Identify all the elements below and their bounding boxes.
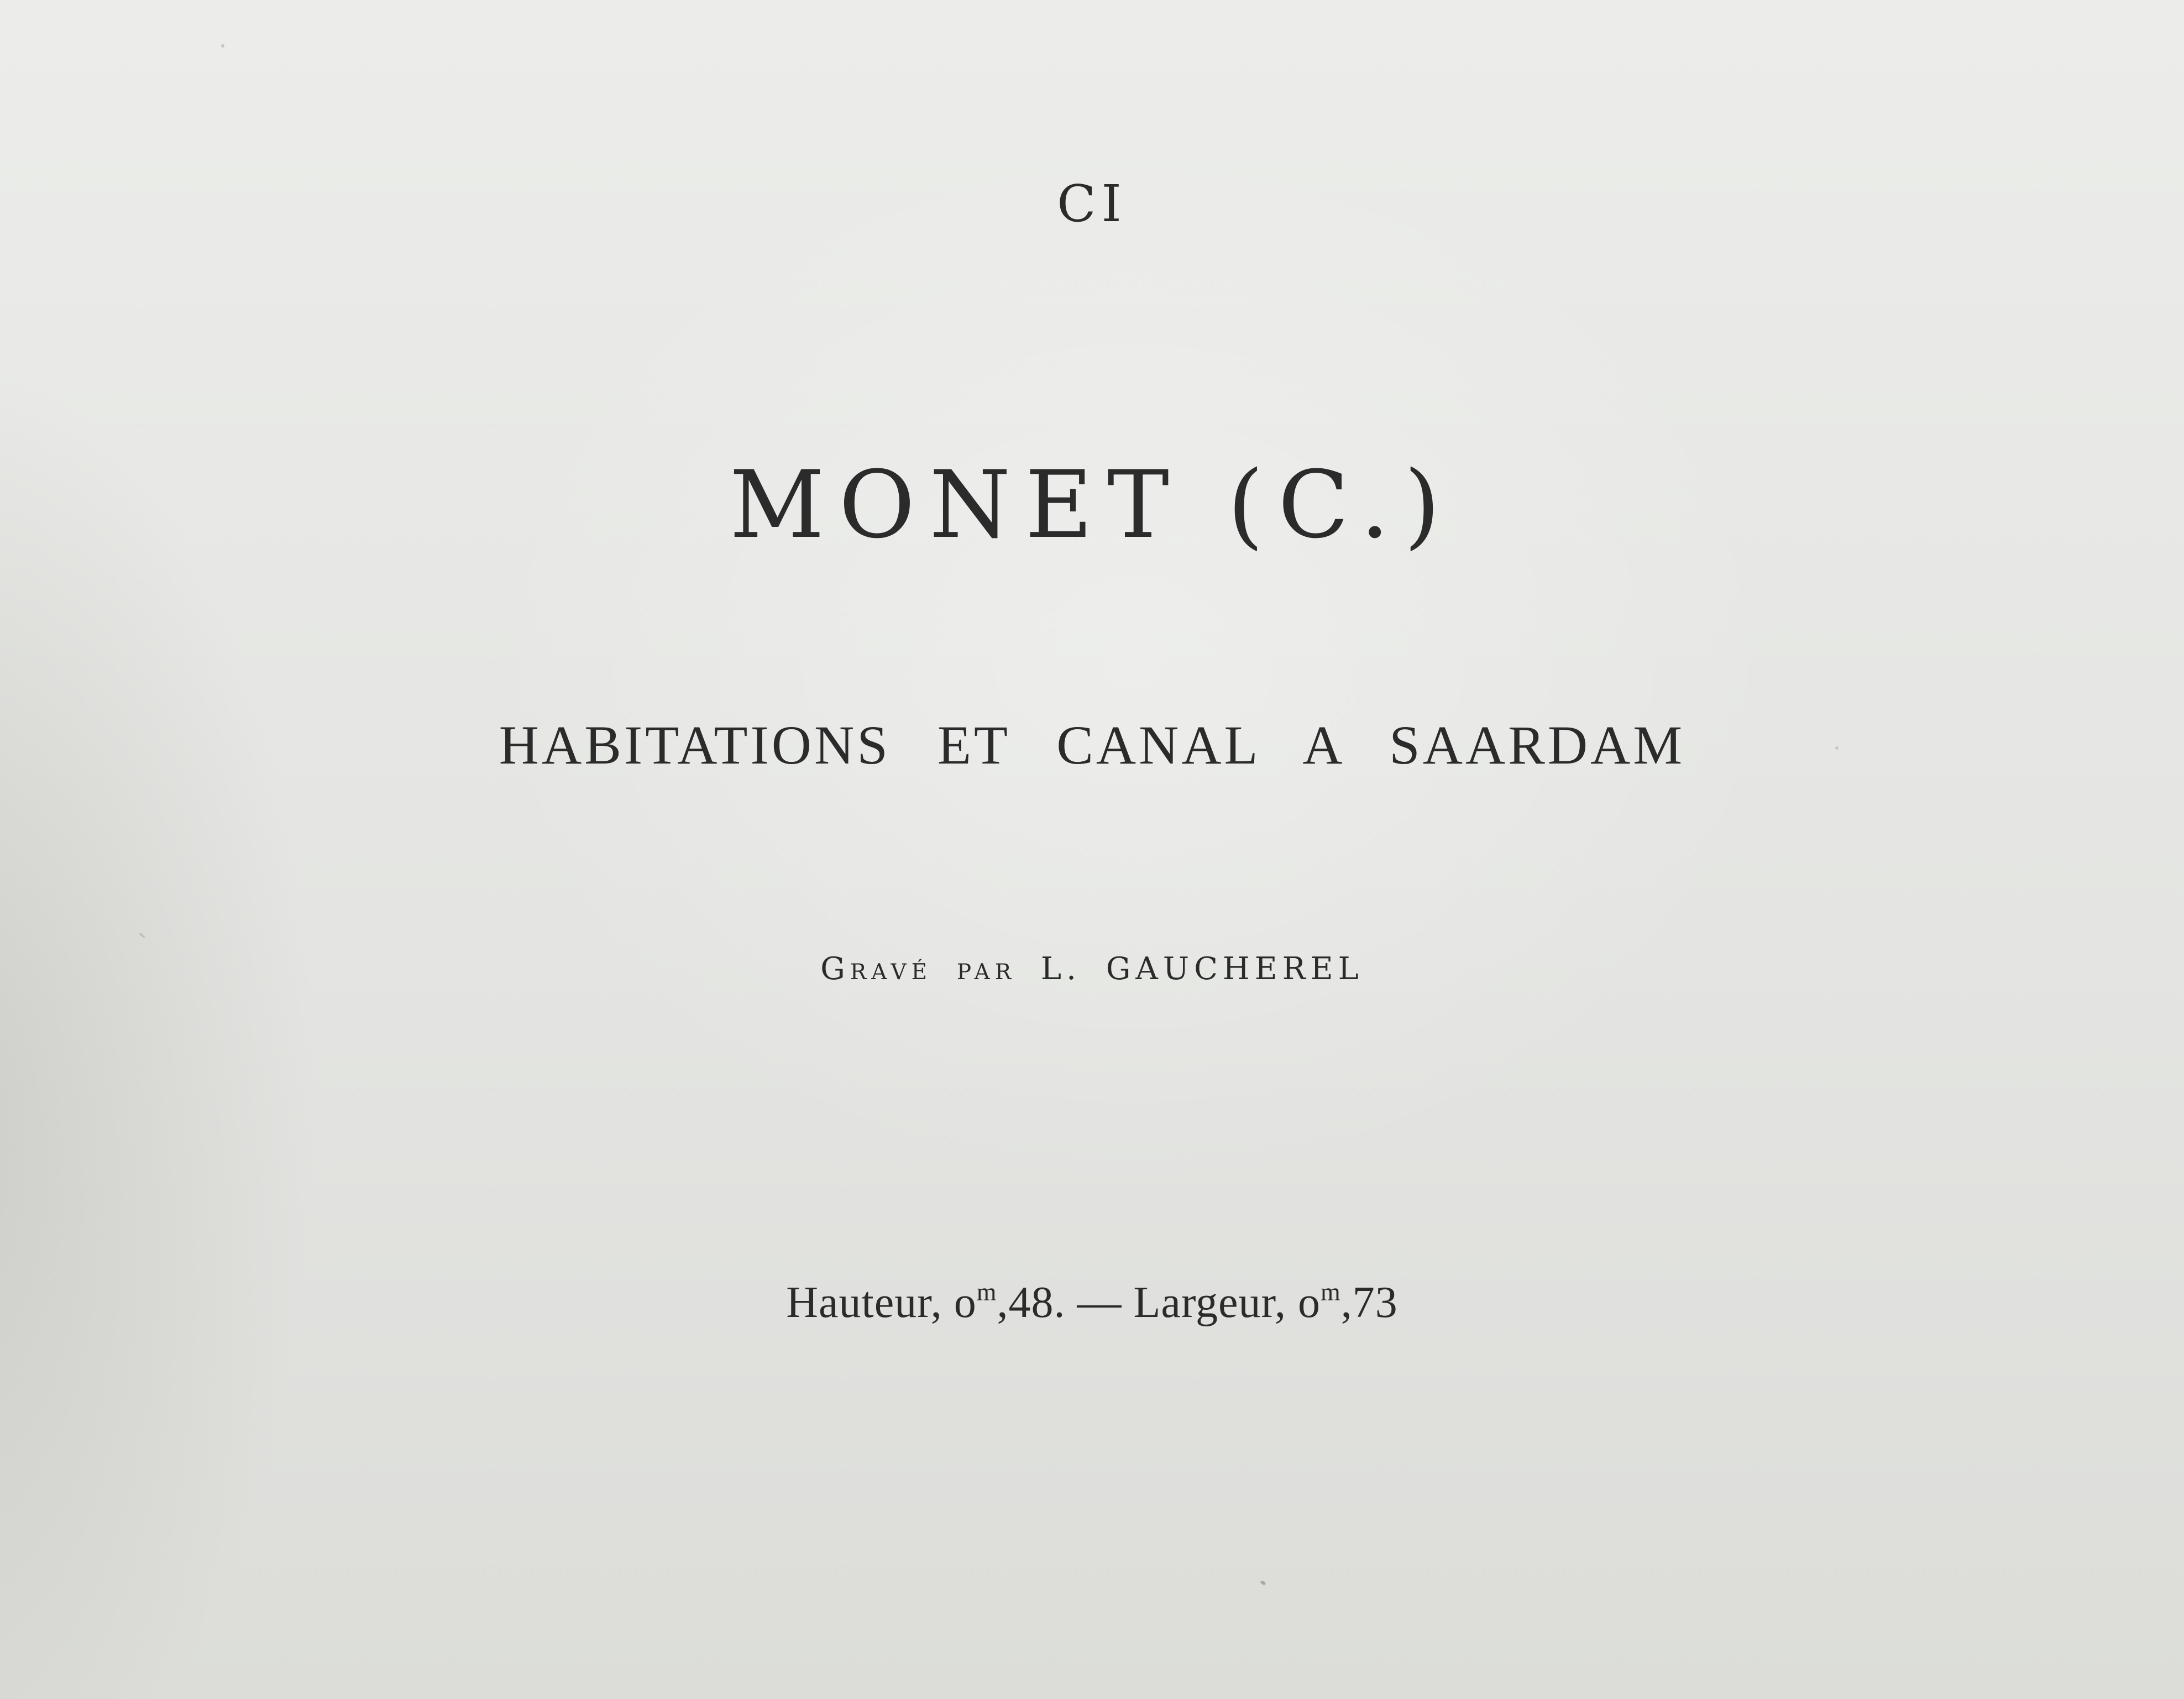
height-label: Hauteur, o xyxy=(786,1278,977,1327)
artwork-title: HABITATIONS ET CANAL A SAARDAM xyxy=(499,714,1685,776)
paper-speck xyxy=(1835,746,1839,750)
height-value: ,48. xyxy=(997,1278,1066,1327)
paper-speck xyxy=(221,44,224,48)
engraver-prefix: Gravé par xyxy=(820,951,1017,987)
artist-name: MONET (C.) xyxy=(729,451,1455,559)
height-unit: m xyxy=(976,1278,997,1306)
width-value: ,73 xyxy=(1340,1278,1398,1327)
engraver-credit xyxy=(0,951,2184,987)
engraver-name: L. GAUCHEREL xyxy=(1040,951,1364,987)
width-label: Largeur, o xyxy=(1133,1278,1321,1327)
dimensions-line xyxy=(0,1277,2184,1328)
width-unit: m xyxy=(1320,1278,1341,1306)
paper-speck xyxy=(138,932,145,939)
dimensions-separator: — xyxy=(1065,1278,1134,1327)
paper-speck xyxy=(1260,1580,1266,1586)
plate-number: CI xyxy=(1057,174,1127,233)
